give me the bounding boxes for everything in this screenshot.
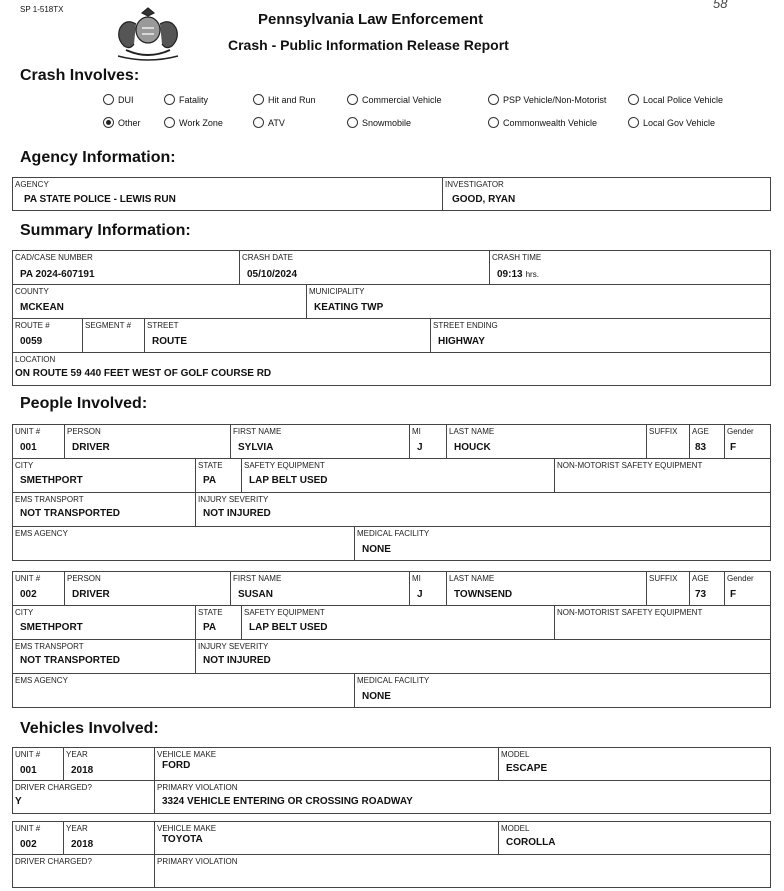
- location-label: LOCATION: [15, 355, 56, 364]
- vehicle-year-cell: [64, 822, 155, 854]
- city: SMETHPORT: [20, 475, 83, 486]
- person-row-3: [13, 493, 770, 527]
- option-label: Hit and Run: [268, 94, 316, 105]
- crash-involves-option[interactable]: [347, 94, 442, 105]
- option-label: Local Gov Vehicle: [643, 117, 716, 128]
- first-name: SYLVIA: [238, 442, 274, 453]
- person-unit: 002: [20, 589, 37, 600]
- vehicle-unit-cell: [13, 822, 64, 854]
- first-name-cell: [231, 425, 410, 458]
- person-row-2: [13, 459, 770, 493]
- crash-involves-option[interactable]: [253, 117, 285, 128]
- state-label: STATE: [198, 461, 223, 470]
- first-name-cell: [231, 572, 410, 605]
- state-cell: [196, 606, 242, 639]
- age-label: AGE: [692, 427, 709, 436]
- vehicle-year-label: YEAR: [66, 824, 88, 833]
- city-label: CITY: [15, 461, 34, 470]
- injury-severity-label: INJURY SEVERITY: [198, 495, 269, 504]
- safety-equipment-cell: [242, 459, 555, 492]
- medical-facility-cell: [355, 674, 770, 708]
- handwritten-mark: 58: [713, 0, 728, 11]
- gender-label: Gender: [727, 574, 754, 583]
- ems-transport-label: EMS TRANSPORT: [15, 642, 84, 651]
- vehicle-model: COROLLA: [506, 837, 556, 848]
- agency-value: PA STATE POLICE - LEWIS RUN: [24, 194, 176, 205]
- person-row-4: [13, 674, 770, 708]
- summary-row-2: [13, 285, 770, 319]
- middle-initial-cell: [410, 572, 447, 605]
- option-label: Work Zone: [179, 117, 223, 128]
- route-label: ROUTE #: [15, 321, 50, 330]
- driver-charged-label: DRIVER CHARGED?: [15, 857, 92, 866]
- injury-severity-cell: [196, 493, 770, 526]
- street-ending: HIGHWAY: [438, 336, 485, 347]
- vehicle-year-label: YEAR: [66, 750, 88, 759]
- safety-equipment-label: SAFETY EQUIPMENT: [244, 608, 325, 617]
- person-unit-cell: [13, 425, 65, 458]
- safety-equipment: LAP BELT USED: [249, 622, 328, 633]
- primary-violation: 3324 VEHICLE ENTERING OR CROSSING ROADWAY: [162, 796, 413, 807]
- medical-facility: NONE: [362, 544, 391, 555]
- investigator-label: INVESTIGATOR: [445, 180, 504, 189]
- last-name: TOWNSEND: [454, 589, 513, 600]
- investigator-cell: [443, 178, 770, 210]
- vehicle-model-label: MODEL: [501, 824, 530, 833]
- person-type-cell: [65, 425, 231, 458]
- age-label: AGE: [692, 574, 709, 583]
- crash-involves-option[interactable]: [164, 94, 208, 105]
- city-cell: [13, 459, 196, 492]
- vehicles-heading: Vehicles Involved:: [20, 720, 159, 737]
- radio-unchecked-icon[interactable]: [347, 117, 358, 128]
- option-label: ATV: [268, 117, 285, 128]
- medical-facility-label: MEDICAL FACILITY: [357, 676, 430, 685]
- case-label: CAD/CASE NUMBER: [15, 253, 93, 262]
- crash-involves-option[interactable]: [628, 117, 715, 128]
- summary-row-3: [13, 319, 770, 353]
- option-label: Commercial Vehicle: [362, 94, 442, 105]
- nonmotorist-safety-cell: [555, 606, 770, 639]
- segment-label: SEGMENT #: [85, 321, 132, 330]
- option-label: Fatality: [179, 94, 209, 105]
- vehicle-unit: 001: [20, 765, 37, 776]
- vehicle-year-cell: [64, 748, 155, 780]
- driver-charged: Y: [15, 796, 22, 807]
- crash-date: 05/10/2024: [247, 269, 298, 280]
- radio-unchecked-icon[interactable]: [253, 94, 264, 105]
- agency-table: [12, 177, 771, 211]
- agency-label: AGENCY: [15, 180, 49, 189]
- ems-transport-cell: [13, 493, 196, 526]
- vehicle-model: ESCAPE: [506, 763, 548, 774]
- middle-initial-label: MI: [412, 574, 421, 583]
- medical-facility-cell: [355, 527, 770, 561]
- street-label: STREET: [147, 321, 179, 330]
- person-table: [12, 424, 771, 561]
- vehicle-make-label: VEHICLE MAKE: [157, 824, 217, 833]
- case-number: PA 2024-607191: [20, 269, 95, 280]
- injury-severity: NOT INJURED: [203, 655, 271, 666]
- crash-date-cell: [240, 251, 490, 284]
- option-label: Commonwealth Vehicle: [503, 117, 598, 128]
- safety-equipment-label: SAFETY EQUIPMENT: [244, 461, 325, 470]
- person-type-label: PERSON: [67, 427, 101, 436]
- injury-severity: NOT INJURED: [203, 508, 271, 519]
- city-label: CITY: [15, 608, 34, 617]
- person-row-1: [13, 425, 770, 459]
- radio-checked-icon[interactable]: [103, 117, 114, 128]
- vehicle-unit-label: UNIT #: [15, 824, 41, 833]
- age-cell: [690, 425, 725, 458]
- age: 83: [695, 442, 707, 453]
- medical-facility-label: MEDICAL FACILITY: [357, 529, 430, 538]
- investigator-value: GOOD, RYAN: [452, 194, 516, 205]
- route-cell: [13, 319, 83, 352]
- person-row-2: [13, 606, 770, 640]
- agency-cell: [13, 178, 443, 210]
- ems-agency-label: EMS AGENCY: [15, 529, 68, 538]
- summary-heading: Summary Information:: [20, 222, 191, 239]
- person-row-3: [13, 640, 770, 674]
- ems-transport-label: EMS TRANSPORT: [15, 495, 84, 504]
- first-name-label: FIRST NAME: [233, 427, 282, 436]
- ems-transport: NOT TRANSPORTED: [20, 508, 120, 519]
- city-cell: [13, 606, 196, 639]
- crash-involves-option[interactable]: [488, 94, 606, 105]
- municipality-label: MUNICIPALITY: [309, 287, 365, 296]
- primary-violation-cell: [155, 855, 770, 888]
- middle-initial-cell: [410, 425, 447, 458]
- crash-involves-option[interactable]: [347, 117, 411, 128]
- county: MCKEAN: [20, 302, 64, 313]
- vehicle-table: [12, 747, 771, 814]
- option-label: Local Police Vehicle: [643, 94, 724, 105]
- case-cell: [13, 251, 240, 284]
- county-label: COUNTY: [15, 287, 49, 296]
- nonmotorist-safety-label: NON-MOTORIST SAFETY EQUIPMENT: [557, 608, 703, 617]
- crash-involves-option[interactable]: [103, 117, 141, 128]
- vehicle-unit-label: UNIT #: [15, 750, 41, 759]
- crash-date-label: CRASH DATE: [242, 253, 293, 262]
- option-label: Snowmobile: [362, 117, 412, 128]
- radio-unchecked-icon[interactable]: [253, 117, 264, 128]
- person-unit: 001: [20, 442, 37, 453]
- gender-label: Gender: [727, 427, 754, 436]
- driver-charged-cell: [13, 781, 155, 814]
- vehicle-model-label: MODEL: [501, 750, 530, 759]
- person-row-4: [13, 527, 770, 561]
- person-type-cell: [65, 572, 231, 605]
- municipality-cell: [307, 285, 770, 318]
- radio-unchecked-icon[interactable]: [628, 117, 639, 128]
- person-type-label: PERSON: [67, 574, 101, 583]
- nonmotorist-safety-cell: [555, 459, 770, 492]
- option-label: DUI: [118, 94, 134, 105]
- ems-agency-cell: [13, 527, 355, 561]
- nonmotorist-safety-label: NON-MOTORIST SAFETY EQUIPMENT: [557, 461, 703, 470]
- crash-involves-option[interactable]: [488, 117, 597, 128]
- vehicle-table: [12, 821, 771, 888]
- vehicle-row-1: [13, 748, 770, 781]
- suffix-label: SUFFIX: [649, 427, 678, 436]
- summary-row-4: [13, 353, 770, 386]
- report-subtitle: Crash - Public Information Release Report: [228, 37, 509, 53]
- street-ending-label: STREET ENDING: [433, 321, 498, 330]
- middle-initial: J: [417, 589, 423, 600]
- vehicle-make-cell: [155, 748, 499, 780]
- gender-cell: [725, 572, 770, 605]
- first-name: SUSAN: [238, 589, 274, 600]
- suffix-cell: [647, 572, 690, 605]
- radio-unchecked-icon[interactable]: [164, 117, 175, 128]
- crash-involves-heading: Crash Involves:: [20, 67, 140, 84]
- state-cell: [196, 459, 242, 492]
- vehicle-make-cell: [155, 822, 499, 854]
- injury-severity-cell: [196, 640, 770, 673]
- person-type: DRIVER: [72, 589, 110, 600]
- person-table: [12, 571, 771, 708]
- street: ROUTE: [152, 336, 187, 347]
- suffix-label: SUFFIX: [649, 574, 678, 583]
- vehicle-unit-cell: [13, 748, 64, 780]
- person-unit-cell: [13, 572, 65, 605]
- ems-agency-label: EMS AGENCY: [15, 676, 68, 685]
- ems-transport-cell: [13, 640, 196, 673]
- middle-initial-label: MI: [412, 427, 421, 436]
- route: 0059: [20, 336, 43, 347]
- last-name-cell: [447, 425, 647, 458]
- street-ending-cell: [431, 319, 770, 352]
- safety-equipment: LAP BELT USED: [249, 475, 328, 486]
- crash-involves-option[interactable]: [628, 94, 723, 105]
- vehicle-row-2: [13, 855, 770, 888]
- vehicle-make: FORD: [162, 760, 191, 771]
- radio-unchecked-icon[interactable]: [488, 94, 499, 105]
- middle-initial: J: [417, 442, 423, 453]
- vehicle-unit: 002: [20, 839, 37, 850]
- crash-time: 09:13: [497, 269, 523, 280]
- radio-unchecked-icon[interactable]: [628, 94, 639, 105]
- age-cell: [690, 572, 725, 605]
- location: ON ROUTE 59 440 FEET WEST OF GOLF COURSE RD: [15, 368, 272, 379]
- person-unit-label: UNIT #: [15, 427, 41, 436]
- state: PA: [203, 475, 217, 486]
- vehicle-year: 2018: [71, 839, 94, 850]
- option-label: PSP Vehicle/Non-Motorist: [503, 94, 607, 105]
- municipality: KEATING TWP: [314, 302, 384, 313]
- crash-time-cell: [490, 251, 770, 284]
- first-name-label: FIRST NAME: [233, 574, 282, 583]
- city: SMETHPORT: [20, 622, 83, 633]
- person-row-1: [13, 572, 770, 606]
- suffix-cell: [647, 425, 690, 458]
- primary-violation-label: PRIMARY VIOLATION: [157, 857, 238, 866]
- person-type: DRIVER: [72, 442, 110, 453]
- injury-severity-label: INJURY SEVERITY: [198, 642, 269, 651]
- vehicle-year: 2018: [71, 765, 94, 776]
- driver-charged-label: DRIVER CHARGED?: [15, 783, 92, 792]
- ems-agency-cell: [13, 674, 355, 708]
- vehicle-model-cell: [499, 748, 770, 780]
- radio-unchecked-icon[interactable]: [164, 94, 175, 105]
- last-name-label: LAST NAME: [449, 574, 495, 583]
- person-unit-label: UNIT #: [15, 574, 41, 583]
- radio-unchecked-icon[interactable]: [347, 94, 358, 105]
- last-name-cell: [447, 572, 647, 605]
- primary-violation-label: PRIMARY VIOLATION: [157, 783, 238, 792]
- age: 73: [695, 589, 707, 600]
- street-cell: [145, 319, 431, 352]
- state-label: STATE: [198, 608, 223, 617]
- gender: F: [730, 442, 737, 453]
- pennsylvania-seal-icon: [108, 4, 188, 62]
- segment-cell: [83, 319, 145, 352]
- vehicle-row-2: [13, 781, 770, 814]
- report-title: Pennsylvania Law Enforcement: [258, 11, 484, 28]
- safety-equipment-cell: [242, 606, 555, 639]
- primary-violation-cell: [155, 781, 770, 814]
- medical-facility: NONE: [362, 691, 391, 702]
- last-name-label: LAST NAME: [449, 427, 495, 436]
- crash-involves-option[interactable]: [103, 94, 134, 105]
- summary-table: [12, 250, 771, 386]
- crash-time-label: CRASH TIME: [492, 253, 542, 262]
- form-id: SP 1-518TX: [20, 5, 64, 14]
- vehicle-make-label: VEHICLE MAKE: [157, 750, 217, 759]
- driver-charged-cell: [13, 855, 155, 888]
- vehicle-make: TOYOTA: [162, 834, 203, 845]
- gender: F: [730, 589, 737, 600]
- last-name: HOUCK: [454, 442, 491, 453]
- vehicle-row-1: [13, 822, 770, 855]
- summary-row-1: [13, 251, 770, 285]
- crash-involves-option[interactable]: [164, 117, 223, 128]
- crash-involves-option[interactable]: [253, 94, 316, 105]
- county-cell: [13, 285, 307, 318]
- radio-unchecked-icon[interactable]: [103, 94, 114, 105]
- state: PA: [203, 622, 217, 633]
- vehicle-model-cell: [499, 822, 770, 854]
- people-heading: People Involved:: [20, 395, 148, 412]
- option-label: Other: [118, 117, 141, 128]
- gender-cell: [725, 425, 770, 458]
- agency-heading: Agency Information:: [20, 149, 176, 166]
- crash-time-unit: hrs.: [525, 270, 539, 279]
- ems-transport: NOT TRANSPORTED: [20, 655, 120, 666]
- radio-unchecked-icon[interactable]: [488, 117, 499, 128]
